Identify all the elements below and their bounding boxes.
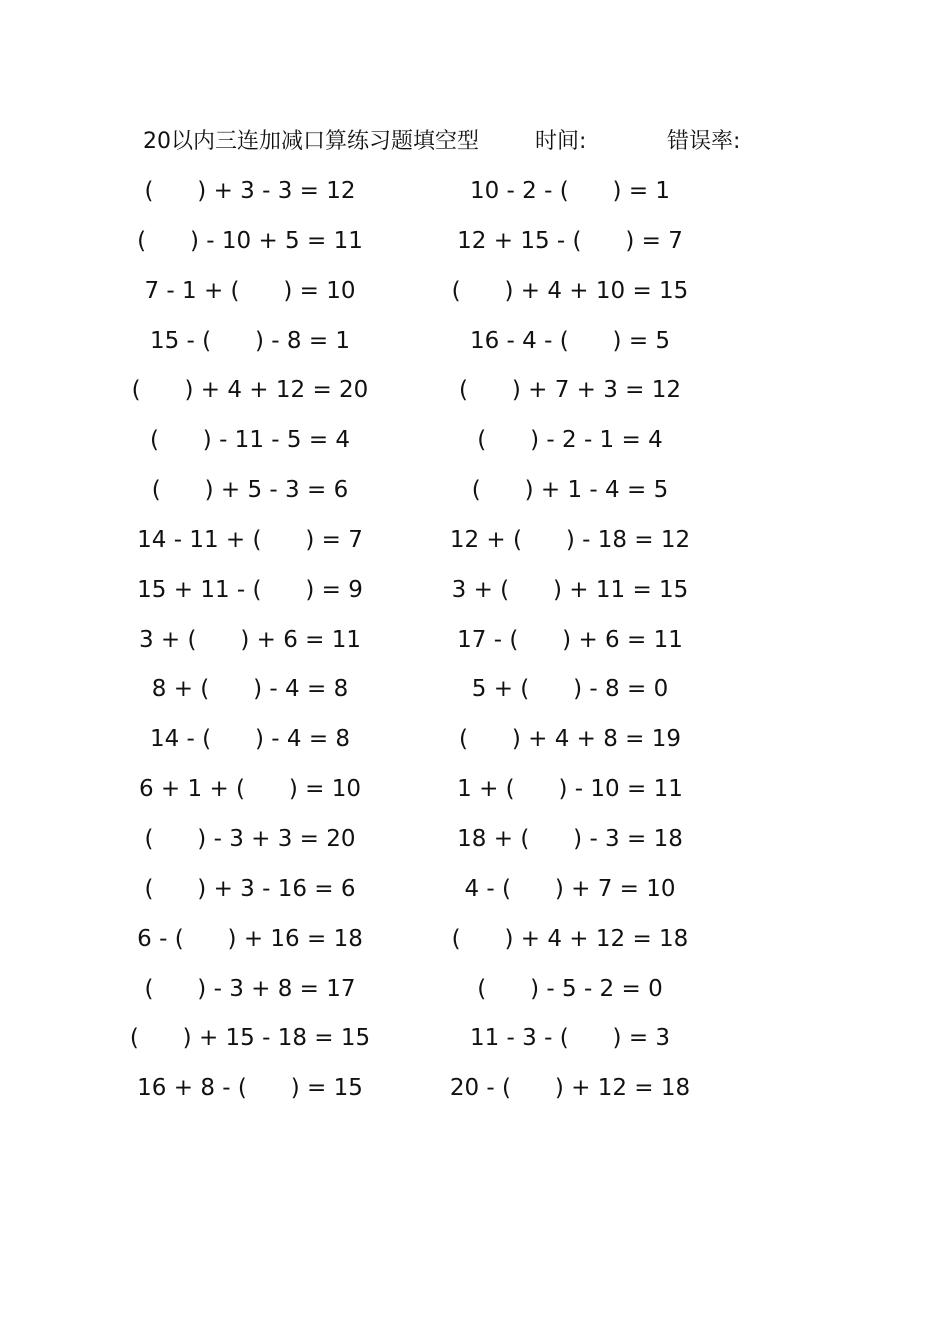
problem-row: 17 - ( ) + 6 = 11	[457, 626, 683, 653]
problem-row: ( ) + 4 + 12 = 20	[131, 377, 369, 404]
problem-row: 14 - ( ) - 4 = 8	[149, 726, 351, 753]
problem-row: 18 + ( ) - 3 = 18	[457, 825, 683, 852]
problem-row: 10 - 2 - ( ) = 1	[469, 178, 671, 204]
worksheet-title: 20以内三连加减口算练习题填空型	[143, 129, 479, 154]
problem-row: 1 + ( ) - 10 = 11	[457, 776, 683, 803]
problem-row: ( ) + 15 - 18 = 15	[129, 1025, 371, 1052]
problem-row: 16 + 8 - ( ) = 15	[137, 1075, 363, 1102]
problem-row: ( ) + 4 + 8 = 19	[458, 726, 682, 753]
problem-row: ( ) - 5 - 2 = 0	[477, 975, 663, 1002]
problem-row: 12 + ( ) - 18 = 12	[449, 526, 691, 553]
problem-row: ( ) + 5 - 3 = 6	[151, 477, 349, 504]
problem-row: 8 + ( ) - 4 = 8	[151, 676, 349, 703]
problem-row: 11 - 3 - ( ) = 3	[469, 1025, 671, 1052]
error-rate-label: 错误率:	[667, 129, 741, 154]
left-problem-column	[120, 171, 380, 1118]
problem-row: ( ) - 3 + 8 = 17	[144, 975, 356, 1002]
problem-row: 3 + ( ) + 11 = 15	[451, 576, 689, 603]
problem-row: 5 + ( ) - 8 = 0	[471, 676, 669, 703]
problem-row: ( ) + 1 - 4 = 5	[471, 477, 669, 504]
problem-row: 16 - 4 - ( ) = 5	[469, 327, 671, 354]
right-problem-column	[440, 171, 700, 1118]
problem-row: 6 + 1 + ( ) = 10	[138, 776, 362, 803]
problem-row: ( ) + 3 - 16 = 6	[144, 875, 356, 902]
problem-row: 14 - 11 + ( ) = 7	[137, 526, 363, 553]
problem-row: ( ) - 3 + 3 = 20	[144, 825, 356, 852]
problem-row: 15 - ( ) - 8 = 1	[149, 327, 351, 354]
problem-row: ( ) + 4 + 12 = 18	[451, 925, 689, 952]
problem-row: 15 + 11 - ( ) = 9	[137, 576, 363, 603]
problem-row: 4 - ( ) + 7 = 10	[464, 875, 676, 902]
problem-row: ( ) + 4 + 10 = 15	[451, 277, 689, 304]
problem-row: ( ) - 11 - 5 = 4	[149, 427, 351, 454]
problem-row: ( ) + 7 + 3 = 12	[458, 377, 682, 404]
problem-row: ( ) - 10 + 5 = 11	[137, 227, 363, 254]
time-label: 时间:	[535, 129, 587, 154]
problem-row: 12 + 15 - ( ) = 7	[457, 227, 683, 254]
problem-row: 7 - 1 + ( ) = 10	[144, 277, 356, 304]
problem-row: ( ) - 2 - 1 = 4	[477, 427, 663, 454]
worksheet-header	[143, 124, 763, 160]
problem-row: 6 - ( ) + 16 = 18	[137, 925, 363, 952]
problem-row: 20 - ( ) + 12 = 18	[449, 1075, 691, 1102]
problem-row: ( ) + 3 - 3 = 12	[144, 178, 356, 204]
problem-row: 3 + ( ) + 6 = 11	[138, 626, 362, 653]
